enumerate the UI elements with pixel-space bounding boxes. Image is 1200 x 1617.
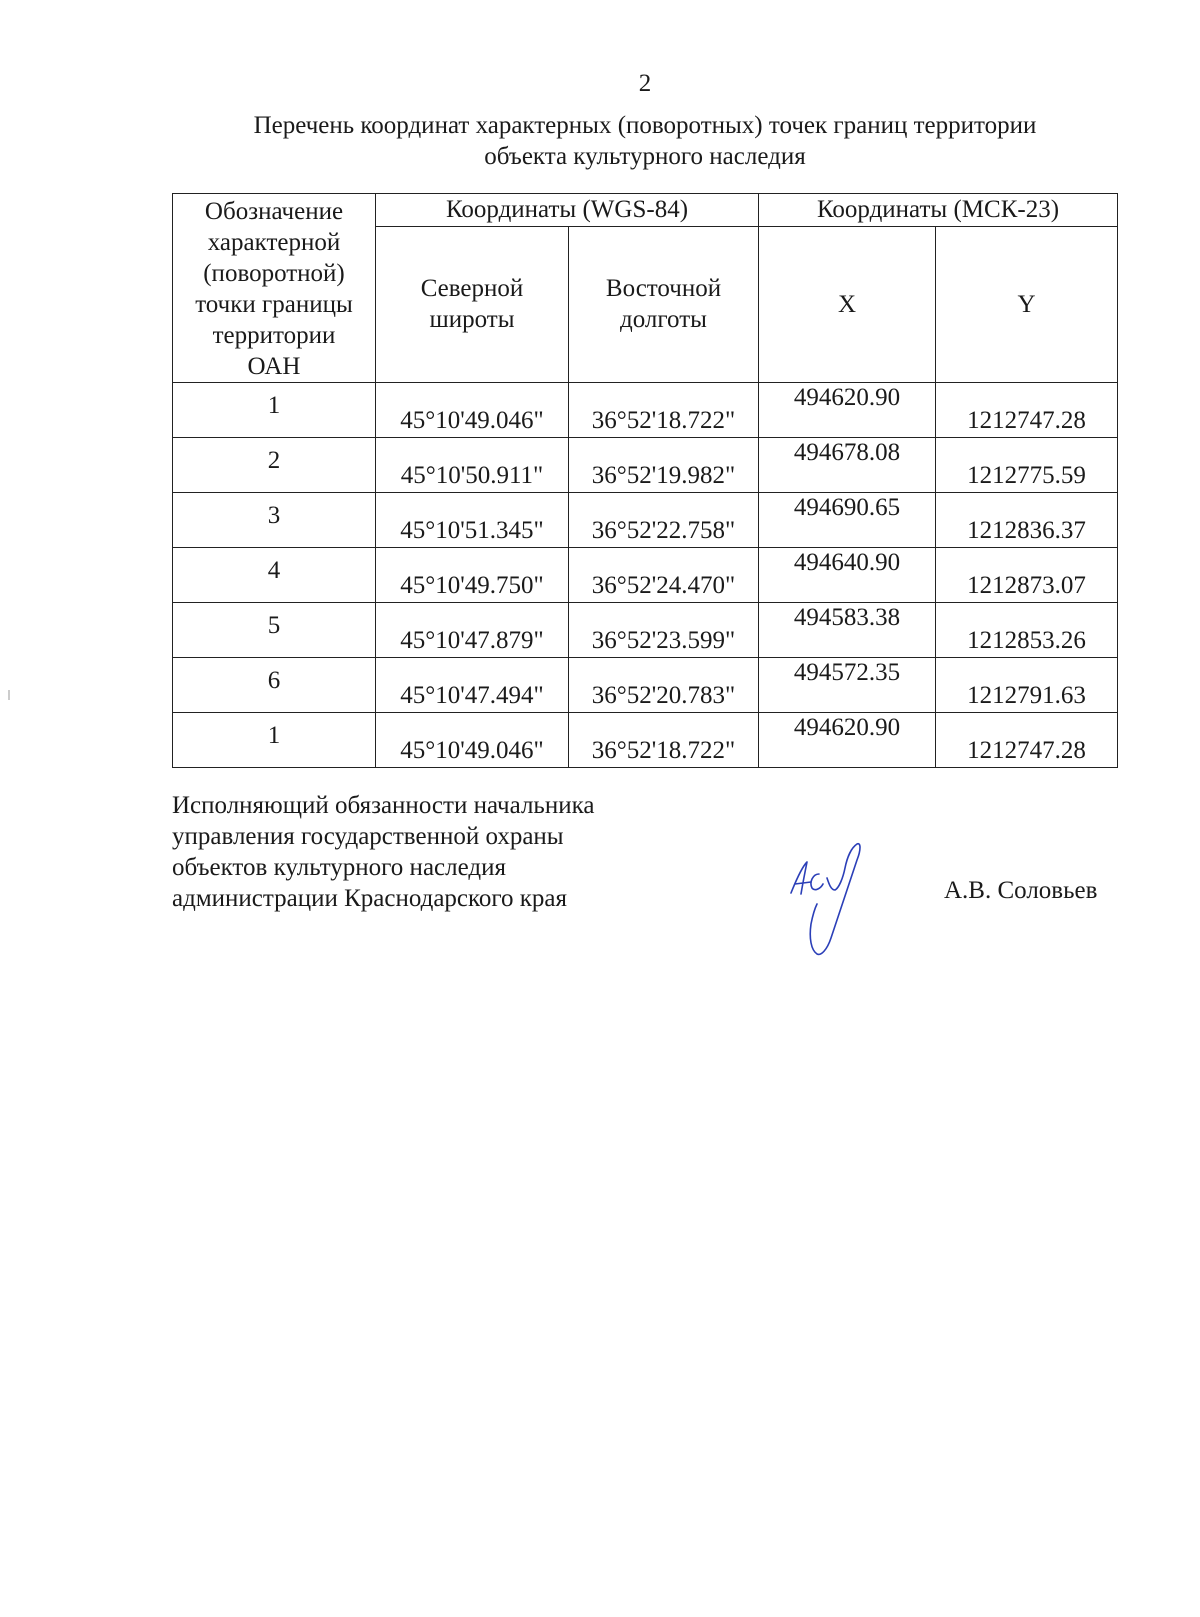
header-wgs84: Координаты (WGS-84) (376, 194, 759, 227)
table-row (173, 603, 1118, 658)
latitude-cell: 45°10'47.494" (376, 658, 569, 713)
y-cell: 1212873.07 (936, 548, 1118, 603)
latitude-cell: 45°10'50.911" (376, 438, 569, 493)
y-cell: 1212747.28 (936, 713, 1118, 768)
header-lat-line: Северной (420, 275, 524, 303)
header-point-designation (173, 194, 376, 383)
table-row (173, 438, 1118, 493)
y-cell: 1212747.28 (936, 383, 1118, 438)
latitude-cell: 45°10'51.345" (376, 493, 569, 548)
header-point-line: ОАН (247, 353, 301, 380)
longitude-cell: 36°52'22.758" (569, 493, 759, 548)
header-latitude (376, 226, 569, 382)
position-line: Исполняющий обязанности начальника (172, 792, 595, 819)
point-number: 1 (173, 383, 376, 438)
header-y: Y (936, 226, 1118, 382)
longitude-cell: 36°52'23.599" (569, 603, 759, 658)
header-point-line: точки границы (195, 291, 353, 318)
position-line: управления государственной охраны (172, 823, 564, 850)
coordinates-table (172, 193, 1118, 768)
table-row (173, 493, 1118, 548)
header-lon-line: долготы (620, 306, 707, 334)
title-line-2: объекта культурного наследия (484, 143, 806, 170)
point-number: 1 (173, 713, 376, 768)
header-point-line: территории (212, 322, 336, 349)
x-cell: 494620.90 (759, 713, 936, 768)
y-cell: 1212836.37 (936, 493, 1118, 548)
header-x: X (759, 226, 936, 382)
x-cell: 494620.90 (759, 383, 936, 438)
header-point-line: характерной (207, 229, 341, 256)
signatory-position (172, 790, 594, 914)
signer-name: А.В. Соловьев (944, 877, 1098, 904)
header-lon-line: Восточной (605, 275, 722, 303)
y-cell: 1212791.63 (936, 658, 1118, 713)
latitude-cell: 45°10'47.879" (376, 603, 569, 658)
page-number: 2 (638, 70, 652, 97)
point-number: 4 (173, 548, 376, 603)
table-row (173, 713, 1118, 768)
x-cell: 494572.35 (759, 658, 936, 713)
longitude-cell: 36°52'18.722" (569, 713, 759, 768)
header-point-line: Обозначение (204, 198, 344, 225)
x-cell: 494640.90 (759, 548, 936, 603)
header-longitude (569, 226, 759, 382)
latitude-cell: 45°10'49.046" (376, 713, 569, 768)
position-line: объектов культурного наследия (172, 854, 506, 881)
table-row (173, 658, 1118, 713)
point-number: 2 (173, 438, 376, 493)
x-cell: 494583.38 (759, 603, 936, 658)
latitude-cell: 45°10'49.750" (376, 548, 569, 603)
scan-mark (8, 690, 10, 700)
position-line: администрации Краснодарского края (172, 885, 568, 912)
y-cell: 1212775.59 (936, 438, 1118, 493)
title-line-1: Перечень координат характерных (поворотных) точек границ территории (253, 112, 1037, 139)
y-cell: 1212853.26 (936, 603, 1118, 658)
header-lat-line: широты (429, 306, 515, 334)
point-number: 5 (173, 603, 376, 658)
latitude-cell: 45°10'49.046" (376, 383, 569, 438)
x-cell: 494690.65 (759, 493, 936, 548)
header-msk23: Координаты (МСК-23) (759, 194, 1118, 227)
point-number: 3 (173, 493, 376, 548)
header-point-line: (поворотной) (203, 260, 345, 287)
document-title (170, 110, 1120, 172)
table-row (173, 383, 1118, 438)
longitude-cell: 36°52'20.783" (569, 658, 759, 713)
longitude-cell: 36°52'19.982" (569, 438, 759, 493)
longitude-cell: 36°52'18.722" (569, 383, 759, 438)
table-row (173, 548, 1118, 603)
handwritten-signature (785, 838, 885, 968)
point-number: 6 (173, 658, 376, 713)
longitude-cell: 36°52'24.470" (569, 548, 759, 603)
x-cell: 494678.08 (759, 438, 936, 493)
